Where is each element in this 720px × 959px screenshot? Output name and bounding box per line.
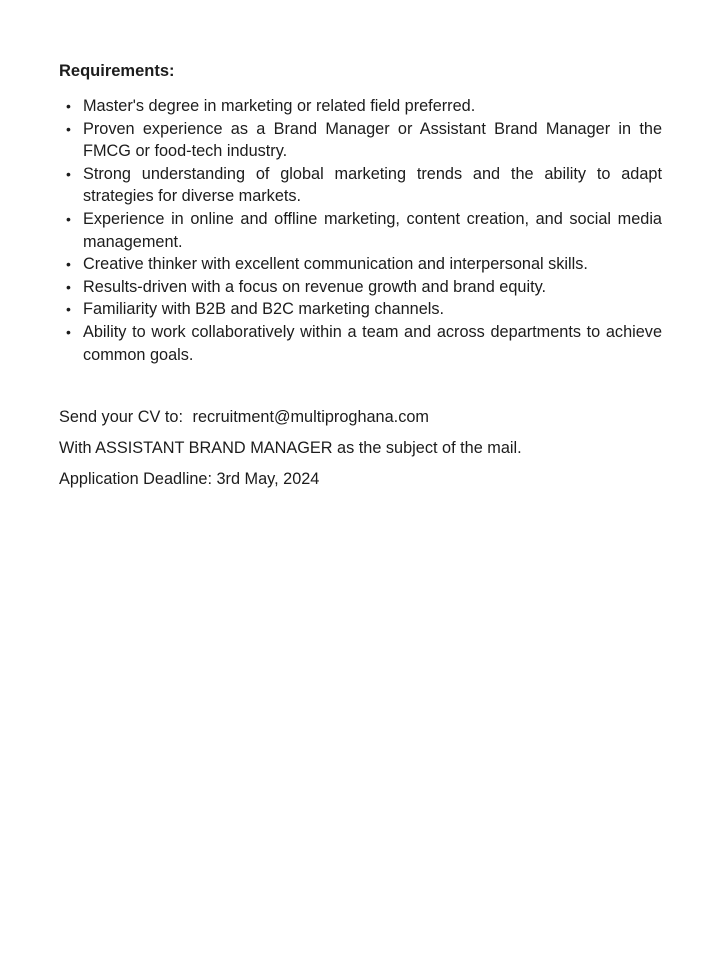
requirements-heading: Requirements: [59, 62, 175, 80]
send-cv-line [59, 406, 429, 428]
email-subject-instruction: With ASSISTANT BRAND MANAGER as the subject of the mail. [59, 439, 522, 457]
list-item [66, 298, 662, 321]
list-item-text: Proven experience as a Brand Manager or Assistant Brand Manager in the FMCG or food-tech industry. [83, 119, 662, 161]
list-item [66, 208, 662, 253]
list-item-text: Creative thinker with excellent communication and interpersonal skills. [83, 255, 588, 274]
list-item-text: Experience in online and offline marketing, content creation, and social media management. [83, 209, 662, 251]
bullet-icon: • [66, 165, 71, 182]
list-item [66, 276, 662, 299]
list-item-text: Ability to work collaboratively within a team and across departments to achieve common goals. [83, 322, 662, 364]
application-deadline: Application Deadline: 3rd May, 2024 [59, 470, 320, 488]
list-item-text: Strong understanding of global marketing trends and the ability to adapt strategies for diverse markets. [83, 164, 662, 206]
recruitment-email-link[interactable]: recruitment@multiproghana.com [192, 408, 429, 426]
list-item [66, 253, 662, 276]
list-item [66, 163, 662, 208]
send-cv-label: Send your CV to: [59, 408, 183, 426]
bullet-icon: • [66, 301, 71, 318]
bullet-icon: • [66, 210, 71, 227]
list-item [66, 95, 662, 118]
list-item-text: Master's degree in marketing or related field preferred. [83, 97, 476, 115]
bullet-icon: • [66, 323, 71, 340]
list-item [66, 118, 662, 163]
bullet-icon: • [66, 278, 71, 295]
bullet-icon: • [66, 256, 71, 273]
requirements-list [66, 95, 662, 366]
list-item [66, 321, 662, 366]
bullet-icon: • [66, 98, 71, 114]
bullet-icon: • [66, 120, 71, 137]
list-item-text: Results-driven with a focus on revenue growth and brand equity. [83, 277, 547, 296]
list-item-text: Familiarity with B2B and B2C marketing channels. [83, 300, 445, 319]
